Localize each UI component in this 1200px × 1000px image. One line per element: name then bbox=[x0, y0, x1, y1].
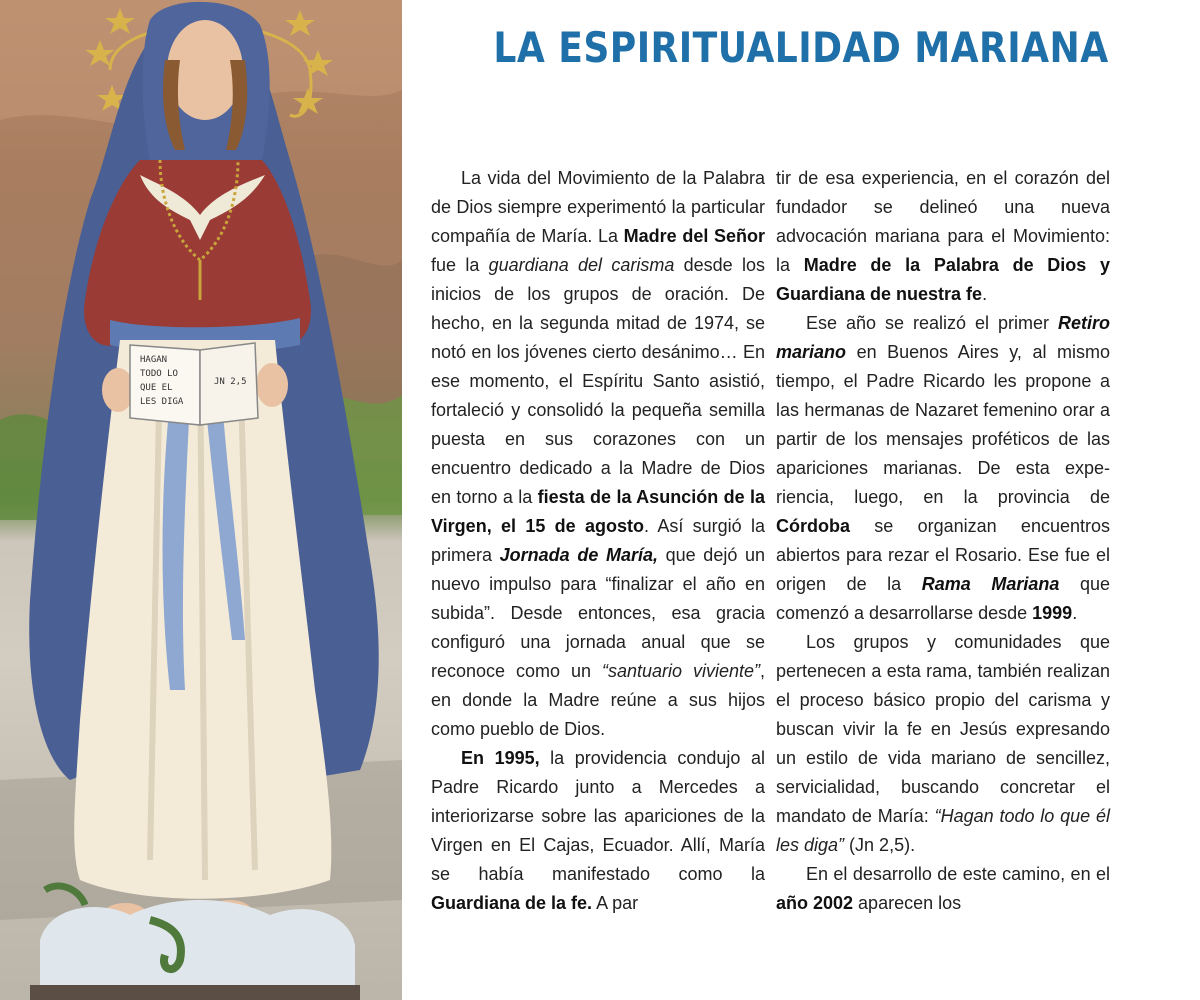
bold-text: año 2002 bbox=[776, 893, 854, 913]
bold-text: 1999 bbox=[1032, 603, 1073, 623]
text: Los grupos y comunidades que pertenecen a esta rama, también realizan el proceso básico propio del carisma y buscan vivir la fe en Jesús expresando un estilo de vida mariano de sencillez, servicialidad, buscando concretar el mandato de María: bbox=[776, 632, 1110, 826]
bold-italic-text: Retiro mariano bbox=[776, 313, 1110, 362]
text: se organizan encuentros abiertos para rezar el Rosario. Ese fue el origen de la bbox=[776, 516, 1110, 594]
book-text-left-1: HAGAN bbox=[140, 355, 168, 365]
text-column-1 bbox=[431, 164, 765, 918]
text: , en donde la Madre reúne a sus hijos como pueblo de Dios. bbox=[431, 661, 765, 739]
statue-illustration bbox=[0, 0, 402, 1000]
book-text-right: JN 2,5 bbox=[214, 377, 247, 387]
text: en Buenos Aires y, al mismo tiempo, el Padre Ricardo les propone a las hermanas de Nazaret femenino orar a partir de los mensajes proféticos de las apariciones marianas. De esta experiencia, luego, en la provincia de bbox=[776, 342, 1110, 507]
bold-text: Guardiana de la fe. bbox=[431, 893, 593, 913]
text: Ese año se realizó el primer bbox=[806, 313, 1058, 333]
italic-text: “Hagan todo lo que él les diga” bbox=[776, 806, 1111, 855]
book-text-left-2: TODO LO bbox=[140, 369, 178, 379]
italic-text: guardiana del carisma bbox=[488, 255, 675, 275]
text: aparecen los bbox=[853, 893, 962, 913]
book-text-left-3: QUE EL bbox=[140, 383, 173, 393]
paragraph-4 bbox=[776, 309, 1110, 628]
text: La vida del Movimiento de la Palabra de Dios siempre experimentó la particular compañía de María. La bbox=[431, 168, 765, 246]
statue-photo bbox=[0, 0, 402, 1000]
text: que dejó un nuevo impulso para “finalizar el año en subida”. Desde entonces, esa gracia configuró una jornada anual que se reconoce como un bbox=[431, 545, 766, 681]
text-column-2 bbox=[776, 164, 1110, 918]
bold-text: En 1995, bbox=[461, 748, 540, 768]
bold-text: Córdoba bbox=[776, 516, 850, 536]
paragraph-5 bbox=[776, 628, 1110, 860]
paragraph-1 bbox=[431, 164, 765, 744]
book-text-left-4: LES DIGA bbox=[140, 397, 184, 407]
text: fue la bbox=[431, 255, 489, 275]
bold-text: Madre del Señor bbox=[623, 226, 765, 246]
bold-text: Madre de la Palabra de Dios y Guardiana de nuestra fe bbox=[776, 255, 1110, 304]
bold-text: fiesta de la Asunción de la Virgen, el 15 de agosto bbox=[431, 487, 765, 536]
open-book bbox=[130, 343, 258, 425]
text: que comenzó a desarrollarse desde bbox=[776, 574, 1110, 623]
paragraph-6 bbox=[776, 860, 1110, 918]
text: la providencia condujo al Padre Ricardo junto a Mercedes a interiorizarse sobre las apariciones de la Virgen en El Cajas, Ecuador. Allí, María se había manifestado como la bbox=[431, 748, 765, 884]
page-title: LA ESPIRITUALIDAD MARIANA bbox=[493, 23, 1109, 72]
italic-text: “santuario viviente” bbox=[601, 661, 760, 681]
paragraph-2 bbox=[431, 744, 765, 918]
text: tir de esa experiencia, en el corazón del fundador se delineó una nueva advocación mariana para el Movimiento: la bbox=[776, 168, 1110, 275]
cloud-base bbox=[40, 900, 355, 985]
bold-italic-text: Rama Mariana bbox=[921, 574, 1060, 594]
paragraph-3 bbox=[776, 164, 1110, 309]
text: desde los inicios de los grupos de oración. De hecho, en la segunda mitad de 1974, se notó en los jóvenes cierto desánimo… En ese momento, el Espíritu Santo asistió, fortaleció y consolidó la pequeña semilla puesta en sus corazones con un encuentro dedicado a la Madre de Dios en torno a la bbox=[431, 255, 765, 507]
text: (Jn 2,5). bbox=[844, 835, 916, 855]
text: . Así surgió la primera bbox=[431, 516, 765, 565]
bold-italic-text: Jornada de María, bbox=[499, 545, 658, 565]
text: . bbox=[1072, 603, 1078, 623]
text: A par bbox=[592, 893, 639, 913]
text: En el desarrollo de este camino, en el bbox=[806, 864, 1110, 884]
text: . bbox=[982, 284, 988, 304]
